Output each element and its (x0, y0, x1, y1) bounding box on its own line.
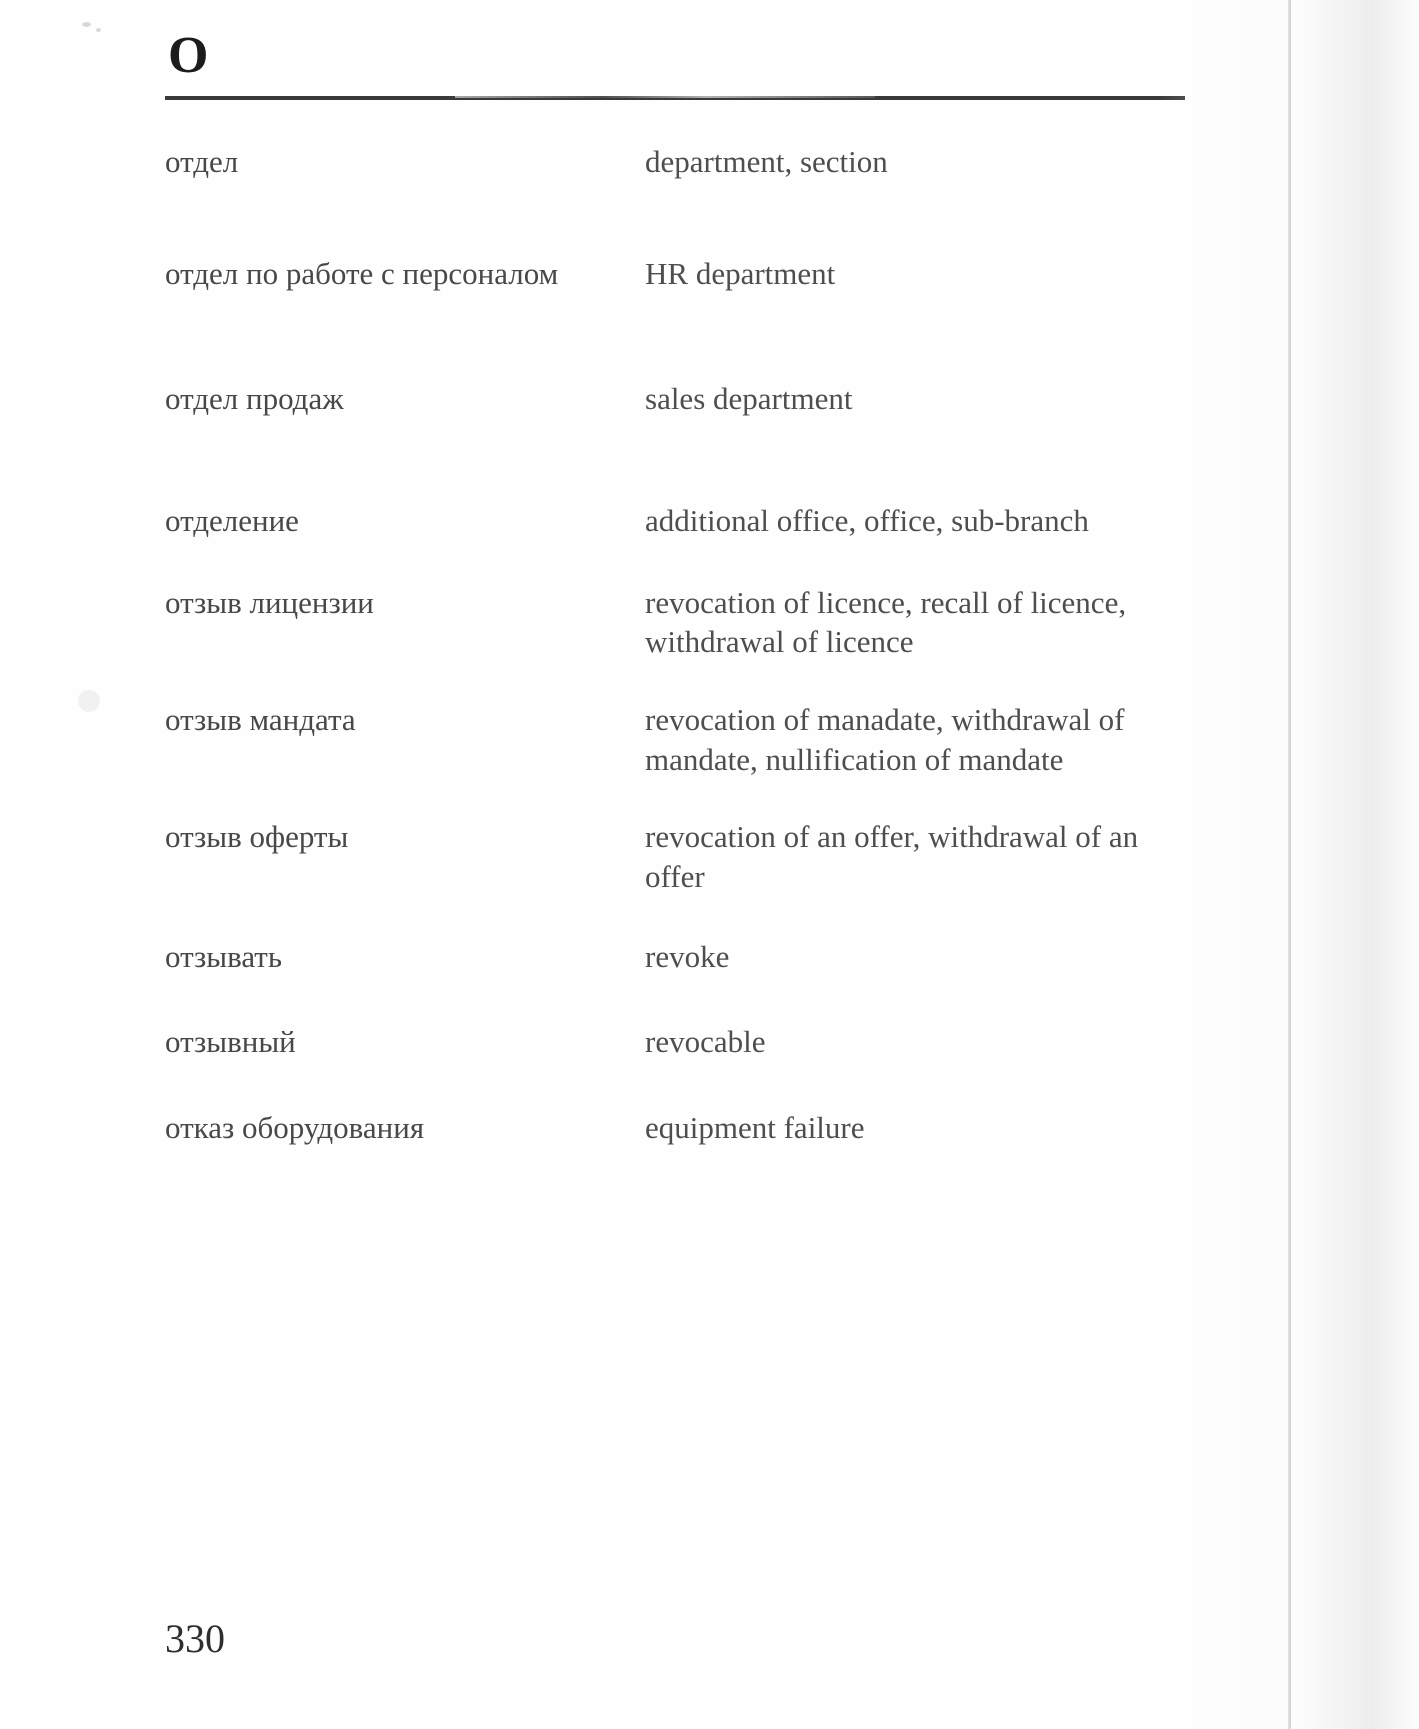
list-item (165, 937, 1185, 977)
scan-speck (82, 22, 91, 27)
list-item (165, 700, 1185, 779)
list-item (165, 379, 1185, 419)
heading-rule (165, 96, 1185, 100)
list-item (165, 817, 1185, 896)
glossary-term: отзыв мандата (165, 702, 356, 738)
glossary-translation: sales department (645, 381, 853, 417)
glossary-term: отделение (165, 503, 299, 539)
page-edge-line (1288, 0, 1291, 1729)
glossary-translation: revoke (645, 938, 730, 974)
glossary-translation: department, section (645, 144, 888, 179)
glossary-translation: revocation of licence, recall of licence, withdrawal of licence (645, 584, 1127, 660)
glossary-translation: HR department (645, 255, 836, 291)
glossary-term: отдел (165, 144, 239, 179)
glossary-translation: revocation of an offer, withdrawal of an offer (645, 819, 1139, 895)
page-gutter-shadow (1159, 0, 1419, 1729)
list-item (165, 1108, 1185, 1148)
list-item (165, 583, 1185, 662)
scan-speck (78, 690, 100, 712)
glossary-entry-list (165, 142, 1185, 1148)
list-item (165, 501, 1185, 541)
page-content (165, 27, 1185, 1148)
page-number: 330 (165, 1616, 225, 1661)
glossary-translation: revocation of manadate, withdrawal of mandate, nullification of mandate (645, 702, 1125, 777)
glossary-term: отзывать (165, 938, 282, 974)
glossary-term: отдел по работе с персоналом (165, 255, 559, 291)
glossary-term: отзывный (165, 1024, 296, 1060)
glossary-term: отзыв оферты (165, 819, 349, 855)
letter-heading: O (168, 27, 209, 84)
list-item (165, 254, 1185, 294)
glossary-translation: revocable (645, 1024, 766, 1060)
glossary-term: отдел продаж (165, 381, 344, 417)
glossary-term: отзыв лицензии (165, 584, 374, 620)
glossary-translation: additional office, office, sub-branch (645, 503, 1089, 539)
list-item (165, 1022, 1185, 1062)
glossary-translation: equipment failure (645, 1110, 865, 1146)
scan-speck (96, 28, 101, 32)
glossary-term: отказ оборудования (165, 1110, 425, 1146)
list-item (165, 142, 1185, 182)
